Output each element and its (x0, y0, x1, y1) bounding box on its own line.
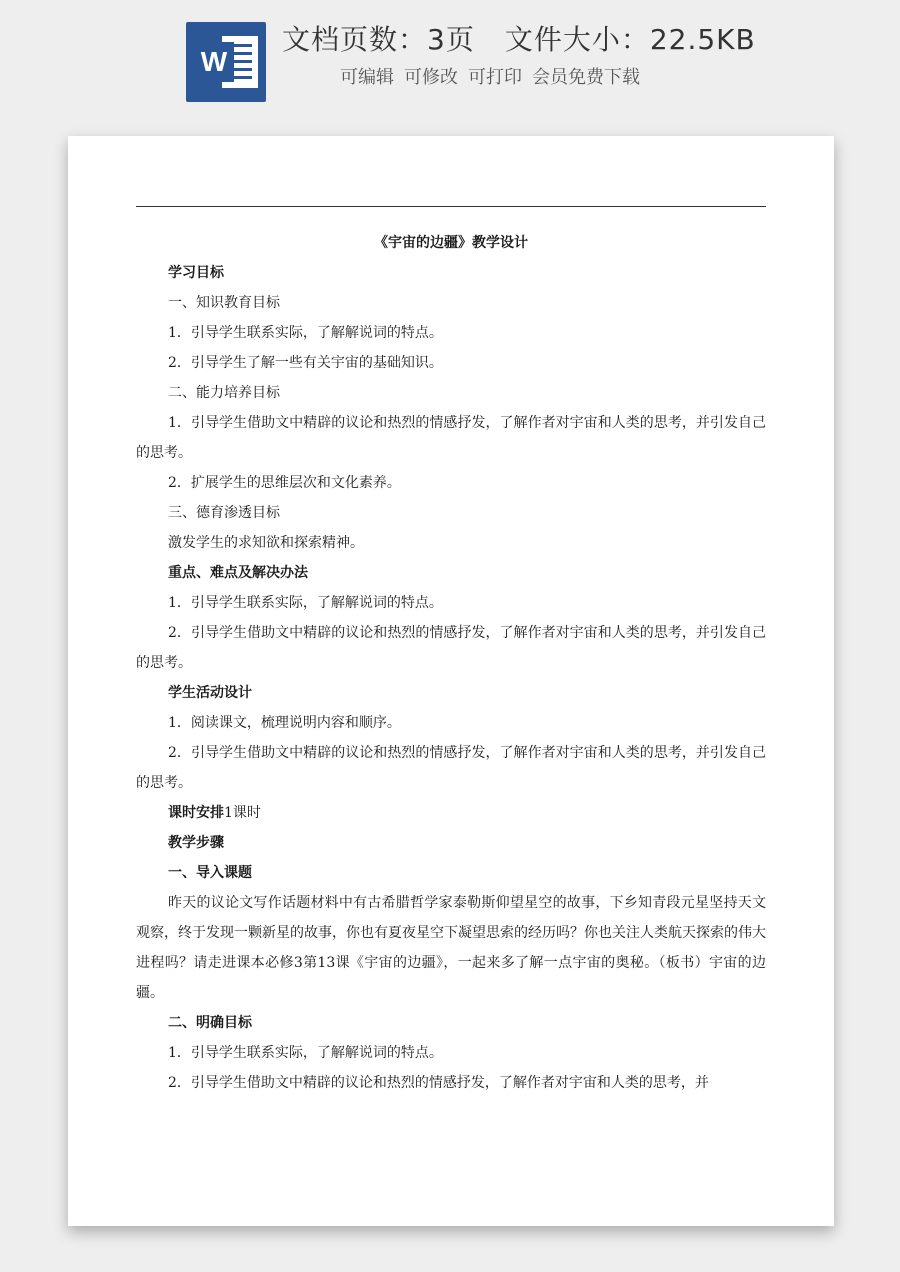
document-body (136, 228, 766, 1098)
section-heading: 学生活动设计 (168, 685, 252, 701)
schedule-line (136, 798, 766, 828)
schedule-label: 课时安排 (168, 805, 224, 821)
download-banner (0, 0, 900, 120)
paragraph: 1．阅读课文，梳理说明内容和顺序。 (168, 715, 401, 731)
feature-free-download: 会员免费下载 (532, 67, 640, 88)
paragraph: 1．引导学生借助文中精辟的议论和热烈的情感抒发，了解作者对宇宙和人类的思考，并引发自己的思考。 (136, 415, 766, 461)
word-icon (186, 22, 266, 102)
paragraph: 昨天的议论文写作话题材料中有古希腊哲学家泰勒斯仰望星空的故事，下乡知青段元星坚持天文观察，终于发现一颗新星的故事，你也有夏夜星空下凝望思索的经历吗？你也关注人类航天探索的伟大进程吗？请走进课本必修3第13课《宇宙的边疆》，一起来多了解一点宇宙的奥秘。（板书）宇宙的边疆。 (136, 895, 766, 1001)
paragraph: 激发学生的求知欲和探索精神。 (168, 535, 364, 551)
document-page (68, 136, 834, 1226)
word-letter: W (194, 42, 234, 82)
paragraph: 2．引导学生借助文中精辟的议论和热烈的情感抒发，了解作者对宇宙和人类的思考，并引发自己的思考。 (136, 625, 766, 671)
paragraph: 1．引导学生联系实际，了解解说词的特点。 (168, 325, 443, 341)
paragraph: 2．引导学生借助文中精辟的议论和热烈的情感抒发，了解作者对宇宙和人类的思考，并 (168, 1075, 709, 1091)
paragraph: 2．引导学生了解一些有关宇宙的基础知识。 (168, 355, 443, 371)
file-size: 文件大小：22.5KB (504, 23, 756, 56)
paragraph: 一、知识教育目标 (168, 295, 280, 311)
paragraph: 2．引导学生借助文中精辟的议论和热烈的情感抒发，了解作者对宇宙和人类的思考，并引发自己的思考。 (136, 745, 766, 791)
subsection-heading: 二、明确目标 (168, 1015, 252, 1031)
subsection-heading: 一、导入课题 (168, 865, 252, 881)
section-heading: 学习目标 (168, 265, 224, 281)
feature-modifiable: 可修改 (404, 67, 458, 88)
paragraph: 1．引导学生联系实际，了解解说词的特点。 (168, 595, 443, 611)
paragraph: 二、能力培养目标 (168, 385, 280, 401)
header-rule (136, 206, 766, 207)
feature-printable: 可打印 (468, 67, 522, 88)
feature-list (340, 64, 650, 92)
paragraph: 2．扩展学生的思维层次和文化素养。 (168, 475, 401, 491)
feature-editable: 可编辑 (340, 67, 394, 88)
paragraph: 1．引导学生联系实际，了解解说词的特点。 (168, 1045, 443, 1061)
document-title: 《宇宙的边疆》教学设计 (374, 235, 528, 251)
file-info (282, 20, 756, 60)
paragraph: 三、德育渗透目标 (168, 505, 280, 521)
page-count: 文档页数：3页 (282, 23, 475, 56)
section-heading: 教学步骤 (168, 835, 224, 851)
schedule-value: 1课时 (224, 805, 261, 821)
section-heading: 重点、难点及解决办法 (168, 565, 308, 581)
